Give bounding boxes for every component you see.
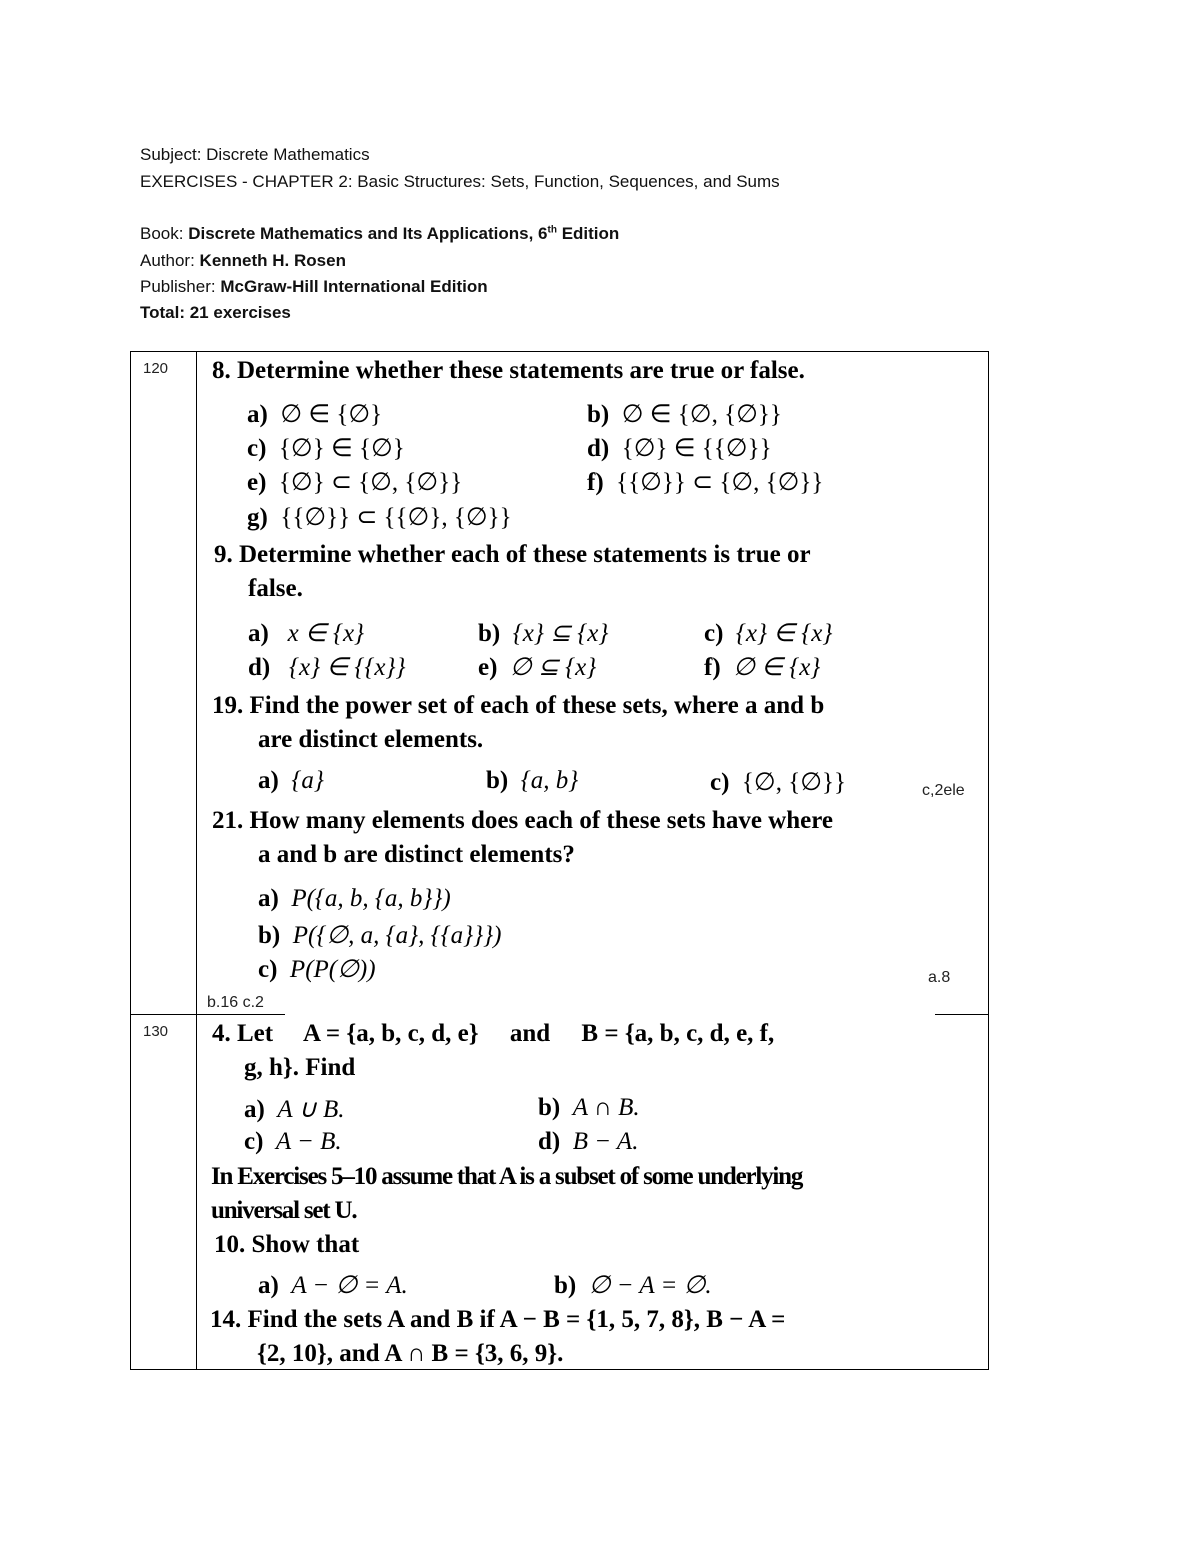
q21-item-b: b) P({∅, a, {a}, {{a}}}) — [258, 922, 502, 949]
q4-item-a: a) A ∪ B. — [244, 1096, 345, 1123]
q8-item-c: c) {∅} ∈ {∅} — [247, 435, 405, 462]
q8-item-a: a) ∅ ∈ {∅} — [247, 401, 383, 428]
question-14: 14. Find the sets A and B if A − B = {1, 5, 7, 8}, B − A = — [210, 1306, 786, 1333]
q8-item-b: b) ∅ ∈ {∅, {∅}} — [587, 401, 782, 428]
question-21-line2: a and b are distinct elements? — [258, 841, 575, 868]
question-19: 19. Find the power set of each of these sets, where a and b — [212, 692, 825, 719]
q9-item-f: f) ∅ ∈ {x} — [704, 654, 821, 681]
book-key: Book: — [140, 224, 189, 243]
author-line — [140, 251, 346, 271]
q10-item-b: b) ∅ − A = ∅. — [554, 1272, 712, 1299]
q10-item-a: a) A − ∅ = A. — [258, 1272, 408, 1299]
question-4: 4. Let A = {a, b, c, d, e} and B = {a, b, c, d, e, f, — [212, 1020, 775, 1047]
question-9: 9. Determine whether each of these statements is true or — [214, 541, 811, 568]
q19-item-b: b) {a, b} — [486, 767, 579, 794]
q19-item-a: a) {a} — [258, 767, 324, 794]
q21-item-c: c) P(P(∅)) — [258, 956, 376, 983]
handwritten-note-b: b.16 c.2 — [207, 994, 264, 1011]
q4-item-c: c) A − B. — [244, 1128, 342, 1155]
question-21: 21. How many elements does each of these sets have where — [212, 807, 833, 834]
book-line — [140, 224, 619, 244]
author-value: Kenneth H. Rosen — [199, 251, 346, 270]
question-10: 10. Show that — [214, 1231, 360, 1258]
exercise-intro-line2: universal set U. — [211, 1197, 357, 1224]
q9-item-a: a) x ∈ {x} — [248, 620, 365, 647]
q9-item-d: d) {x} ∈ {{x}} — [248, 654, 406, 681]
author-key: Author: — [140, 251, 200, 270]
question-8: 8. Determine whether these statements are true or false. — [212, 357, 805, 384]
question-14-line2: {2, 10}, and A ∩ B = {3, 6, 9}. — [257, 1340, 564, 1367]
exercise-intro-line1: In Exercises 5–10 assume that A is a subset of some underlying — [211, 1163, 803, 1190]
table-column-divider — [196, 351, 197, 1370]
publisher-value: McGraw-Hill International Edition — [220, 277, 488, 296]
total-line: Total: 21 exercises — [140, 303, 291, 322]
q9-item-c: c) {x} ∈ {x} — [704, 620, 833, 647]
publisher-key: Publisher: — [140, 277, 221, 296]
subject-line: Subject: Discrete Mathematics — [140, 145, 370, 164]
exercises-title: EXERCISES - CHAPTER 2: Basic Structures: Sets, Function, Sequences, and Sums — [140, 172, 780, 191]
row-divider-gap — [285, 1010, 935, 1018]
question-9-line2: false. — [248, 575, 303, 602]
page-number: 130 — [143, 1023, 169, 1040]
q8-item-g: g) {{∅}} ⊂ {{∅}, {∅}} — [247, 504, 512, 531]
q9-item-b: b) {x} ⊆ {x} — [478, 620, 609, 647]
question-4-line2: g, h}. Find — [244, 1054, 356, 1081]
q4-item-b: b) A ∩ B. — [538, 1094, 640, 1121]
q8-item-f: f) {{∅}} ⊂ {∅, {∅}} — [587, 469, 824, 496]
handwritten-note-c: c,2ele — [922, 782, 965, 799]
question-19-line2: are distinct elements. — [258, 726, 484, 753]
publisher-line — [140, 277, 488, 297]
page-number: 120 — [143, 360, 169, 377]
q21-item-a: a) P({a, b, {a, b}}) — [258, 885, 451, 912]
q9-item-e: e) ∅ ⊆ {x} — [478, 654, 597, 681]
q4-item-d: d) B − A. — [538, 1128, 639, 1155]
q8-item-d: d) {∅} ∈ {{∅}} — [587, 435, 772, 462]
book-value: Discrete Mathematics and Its Applications, 6th Edition — [188, 224, 620, 243]
q8-item-e: e) {∅} ⊂ {∅, {∅}} — [247, 469, 463, 496]
q19-item-c: c) {∅, {∅}} — [710, 769, 846, 796]
handwritten-note-a: a.8 — [928, 969, 951, 986]
